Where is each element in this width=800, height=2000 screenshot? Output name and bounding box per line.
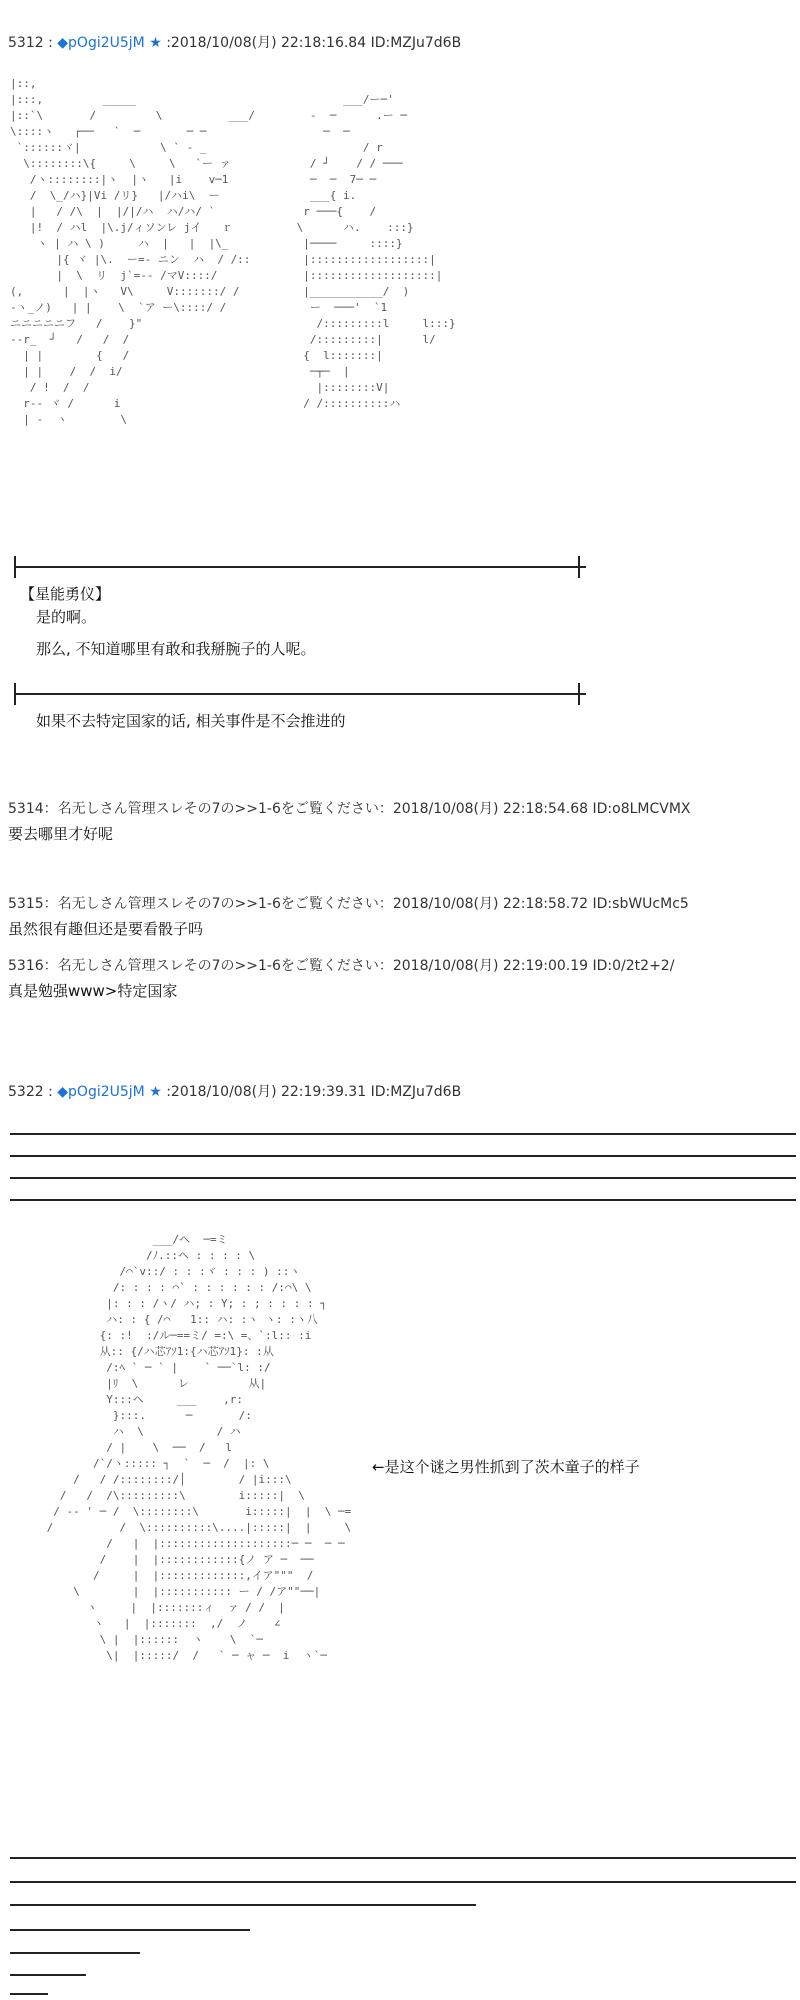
post-number: 5312 xyxy=(8,35,44,51)
poster-name-link[interactable]: ◆pOgi2U5jM ★ xyxy=(57,1084,162,1100)
post-meta: :2018/10/08(月) 22:19:39.31 ID:MZJu7d6B xyxy=(166,1084,462,1100)
speech-box-top-left-cross xyxy=(14,556,16,578)
post-header-5316: 5316：名无しさん管理スレその7の>>1-6をご覧ください：2018/10/08(月) 22:19:00.19 ID:0/2t2+2/ xyxy=(8,958,675,974)
post-header-5314: 5314：名无しさん管理スレその7の>>1-6をご覧ください：2018/10/08(月) 22:18:54.68 ID:o8LMCVMX xyxy=(8,801,691,817)
narration-text: 如果不去特定国家的话, 相关事件是不会推进的 xyxy=(36,712,346,730)
post-meta: :2018/10/08(月) 22:18:16.84 ID:MZJu7d6B xyxy=(166,35,462,51)
footer-line-4 xyxy=(10,1929,250,1931)
speech-box-top-rule xyxy=(14,566,586,568)
ascii-art-mysterious-man: ___/ヘ ─=ミ /ﾉ.::ヘ : : : : \ /⌒`v::/ : : :ヾ : : : ) ::ヽ /: : : : ⌒` : : : : : : /:⌒\ \ |: : : /ヽ/ ハ; : Y; : ; : : : : ┐ ハ: : { /⌒ 1:: ハ: :ヽ ヽ: :ヽ八 {: :! :/ル─==ミ/ =:\ =、`:l:: :i 从:: {/ハ芯ｱｿ1:{ハ芯ｱｿ1}: :从 /:ﾍ ` ─ ` | ` ──`l: :/ |ﾘ \ レ 从| Y:::ヘ ___ ,r: }:::. ─ /: ハ \ / ハ / | \ ── / l /`/ヽ::::: ┐ ` ─ / |: \ / / /::::::::/│ / |i:::\ / / /\:::::::::\ i:::::| \ / -- ' ─ / \::::::::\ i:::::| | \ ─= / / \::::::::::\....|:::::| | \ / | |::::::::::::::::::::─ ─ ─ ─ / | |::::::::::::{ノ ア ─ ── / | |:::::::::::::,イア""" / \ | |::::::::::: ー / /ア""──| ヽ | |:::::::ィ ァ / / | ヽ | |::::::: ,/ ノ ∠ \ | |:::::: ヽ \ `─ \| |:::::/ / ` ─ ャ ─ i ヽ`─ xyxy=(46,1233,352,1662)
post-body-5315: 虽然很有趣但还是要看骰子吗 xyxy=(8,920,204,938)
post-header-5322 xyxy=(8,1081,461,1101)
speech-box-top-right-cross xyxy=(578,556,580,578)
footer-line-7 xyxy=(10,1993,48,1995)
divider-line-2 xyxy=(10,1155,796,1157)
footer-line-1 xyxy=(10,1857,796,1859)
post-header-5312 xyxy=(8,32,461,52)
footer-line-2 xyxy=(10,1881,796,1883)
post-number: 5322 xyxy=(8,1084,44,1100)
post-header-5315: 5315：名无しさん管理スレその7の>>1-6をご覧ください：2018/10/08(月) 22:18:58.72 ID:sbWUcMc5 xyxy=(8,896,689,912)
speech-box-bottom-right-cross xyxy=(578,683,580,705)
footer-line-6 xyxy=(10,1974,86,1976)
poster-name-link[interactable]: ◆pOgi2U5jM ★ xyxy=(57,35,162,51)
divider-line-4 xyxy=(10,1199,796,1201)
ascii-art-scene-right: ___/ー─' - ─ .ー ─ ─ ─ / r / ┘ / / ─── ─ ─ 7─ ─ ___{ i. r ───{ / \ ハ. :::} |──── ::::} |::::::::::::::::::| |:::::::::::::::::::| |___________/ ) ー ───' `1 /:::::::::l l:::} /:::::::::| l/ { l:::::::| ─┬─ | |::::::::V| / /::::::::::ハ xyxy=(296,93,456,410)
dialogue-line-2: 那么, 不知道哪里有敢和我掰腕子的人呢。 xyxy=(36,640,316,658)
dialogue-line-1: 是的啊。 xyxy=(36,608,97,626)
divider-line-3 xyxy=(10,1177,796,1179)
footer-line-3 xyxy=(10,1904,476,1906)
speaker-label: 【星能勇仪】 xyxy=(20,585,111,603)
divider-line-1 xyxy=(10,1133,796,1135)
post-separator: : xyxy=(48,1084,53,1100)
footer-line-5 xyxy=(10,1952,140,1954)
post-body-5316: 真是勉强www>特定国家 xyxy=(8,982,178,1000)
post-body-5314: 要去哪里才好呢 xyxy=(8,825,114,843)
post-separator: : xyxy=(48,35,53,51)
ascii-art-scene-left: |::, |:::, _____ |::`\ / \ ___/ \::::ヽ ┌── ` ─ ─ ─ `::::::ヾ| \ ` - _ \::::::::\{ \ \ `ー ァ /ヽ::::::::|ヽ |ヽ |i v─1 / \_/ハ}|Vi /リ} |/ハi\ ー | / /\ | |/|/ハ ハ/ハ/ ` |! / ハl |\.j/ィソンレ jイ ｒ ヽ | ハ \ ) ハ | | |\_ |{ ヾ |\. ー=- ニン ハ / /:: | \ リ j`=-- /マV::::/ (, | |ヽ V\ V:::::::/ / -ヽ_ノ) | | \ `ア ー\::::/ / ニニニニニフ / }" --r_ ┘ / / / | | { / | | / / i/ / ! / / r-- ヾ / i | - ヽ \ xyxy=(10,77,256,426)
speech-box-bottom-rule xyxy=(14,693,586,695)
annotation-arrow-note: ←是这个谜之男性抓到了茨木童子的样子 xyxy=(372,1458,640,1476)
speech-box-bottom-left-cross xyxy=(14,683,16,705)
